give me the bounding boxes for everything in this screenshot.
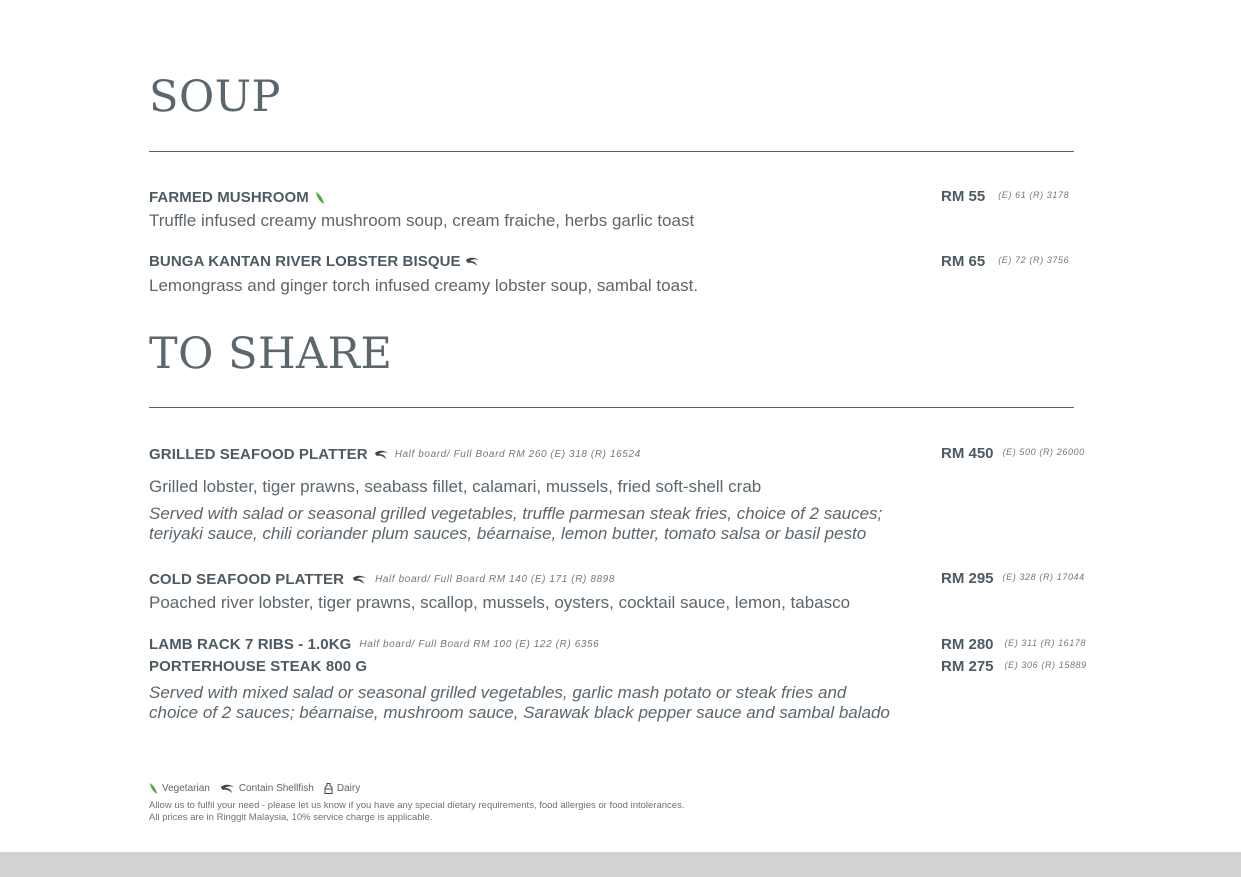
legend-item-vegetarian: Vegetarian	[149, 782, 210, 795]
menu-item-name: BUNGA KANTAN RIVER LOBSTER BISQUE	[149, 253, 480, 271]
vegetarian-icon	[149, 782, 158, 795]
section-title-soup: SOUP	[149, 72, 281, 122]
shellfish-icon	[220, 784, 235, 794]
dietary-note: Allow us to fulfil your need - please let us know if you have any special dietary requirements, food allergies or food intolerances.	[149, 800, 685, 811]
vegetarian-icon	[315, 191, 325, 205]
menu-item-serving-note: choice of 2 sauces; béarnaise, mushroom sauce, Sarawak black pepper sauce and sambal balado	[149, 703, 890, 722]
menu-item-price: RM 450 (E) 500 (R) 26000	[941, 445, 1085, 462]
menu-item-description: Poached river lobster, tiger prawns, scallop, mussels, oysters, cocktail sauce, lemon, tabasco	[149, 593, 851, 612]
shellfish-icon	[465, 257, 480, 267]
board-price-note: Half board/ Full Board RM 100 (E) 122 (R) 6356	[359, 639, 600, 650]
legend-item-dairy: Dairy	[324, 783, 360, 794]
menu-item-price: RM 65 (E) 72 (R) 3756	[941, 253, 1070, 270]
menu-item-description: Lemongrass and ginger torch infused creamy lobster soup, sambal toast.	[149, 276, 699, 295]
menu-item-name: PORTERHOUSE STEAK 800 G	[149, 658, 368, 675]
dairy-icon	[324, 783, 333, 794]
menu-item-description: Truffle infused creamy mushroom soup, cream fraiche, herbs garlic toast	[149, 211, 695, 230]
section-divider	[149, 407, 1074, 408]
menu-item-price: RM 280 (E) 311 (R) 16178	[941, 636, 1087, 653]
menu-item-serving-note: teriyaki sauce, chili coriander plum sauces, béarnaise, lemon butter, tomato salsa or basil pesto	[149, 524, 867, 543]
board-price-note: Half board/ Full Board RM 260 (E) 318 (R) 16524	[394, 449, 641, 460]
menu-item-description: Grilled lobster, tiger prawns, seabass fillet, calamari, mussels, fried soft-shell crab	[149, 477, 762, 496]
menu-item-name: LAMB RACK 7 RIBS - 1.0KG Half board/ Full Board RM 100 (E) 122 (R) 6356	[149, 636, 600, 653]
board-price-note: Half board/ Full Board RM 140 (E) 171 (R) 8898	[375, 574, 615, 585]
menu-item-name: GRILLED SEAFOOD PLATTER Half board/ Full Board RM 260 (E) 318 (R) 16524	[149, 446, 641, 463]
section-divider	[149, 151, 1074, 152]
shellfish-icon	[374, 450, 389, 460]
menu-item-price: RM 275 (E) 306 (R) 15889	[941, 658, 1087, 675]
section-title-to-share: TO SHARE	[149, 329, 393, 379]
menu-item-price: RM 295 (E) 328 (R) 17044	[941, 570, 1085, 587]
footer-bar	[0, 852, 1241, 877]
menu-item-name: COLD SEAFOOD PLATTER Half board/ Full Board RM 140 (E) 171 (R) 8898	[149, 571, 615, 588]
menu-item-name: FARMED MUSHROOM	[149, 189, 325, 207]
menu-item-serving-note: Served with salad or seasonal grilled vegetables, truffle parmesan steak fries, choice of 2 sauces;	[149, 504, 883, 523]
menu-item-price: RM 55 (E) 61 (R) 3178	[941, 188, 1070, 205]
menu-item-serving-note: Served with mixed salad or seasonal grilled vegetables, garlic mash potato or steak fries and	[149, 683, 847, 702]
dietary-legend	[149, 782, 370, 795]
legend-item-shellfish: Contain Shellfish	[220, 783, 314, 794]
shellfish-icon	[352, 575, 367, 585]
pricing-note: All prices are in Ringgit Malaysia, 10% service charge is applicable.	[149, 812, 433, 823]
